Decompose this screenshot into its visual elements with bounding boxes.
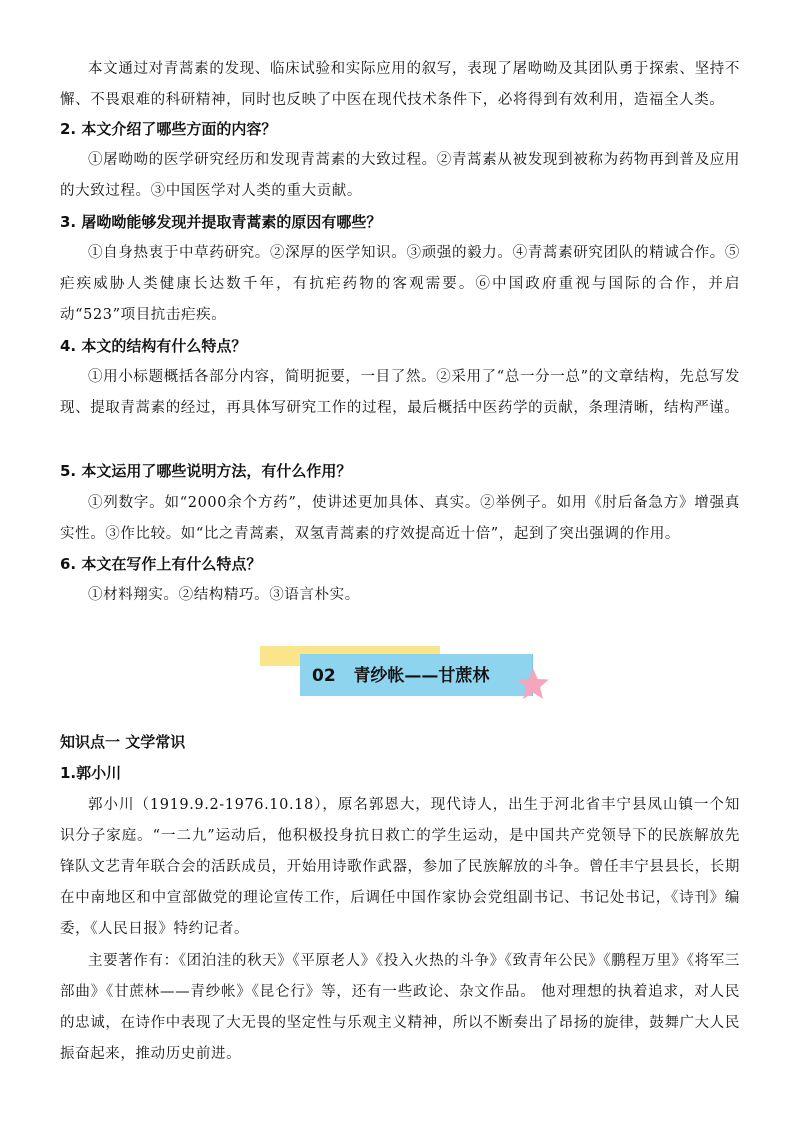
- question-6-answer: ①材料翔实。②结构精巧。③语言朴实。: [88, 587, 360, 603]
- question-3-answer: ①自身热衷于中草药研究。②深厚的医学知识。③顽强的毅力。④青蒿素研究团队的精诚合作。⑤疟疾威胁人类健康长达数千年，有抗疟药物的客观需要。⑥中国政府重视与国际的合作，并启动“523”项目抗击疟疾。: [60, 245, 740, 323]
- section-number: 02: [312, 666, 336, 686]
- question-2-answer: ①屠呦呦的医学研究经历和发现青蒿素的大致过程。②青蒿素从被发现到被称为药物再到普及应用的大致过程。③中国医学对人类的重大贡献。: [60, 152, 740, 199]
- question-5-answer: ①列数字。如“2000余个方药”，使讲述更加具体、真实。②举例子。如用《肘后备急方》增强真实性。③作比较。如“比之青蒿素，双氢青蒿素的疗效提高近十倍”，起到了突出强调的作用。: [60, 495, 740, 542]
- question-6-title: 6. 本文在写作上有什么特点？: [60, 555, 262, 573]
- intro-paragraph: 本文通过对青蒿素的发现、临床试验和实际应用的叙写，表现了屠呦呦及其团队勇于探索、坚持不懈、不畏艰难的科研精神，同时也反映了中医在现代技术条件下，必将得到有效利用，造福全人类。: [60, 61, 740, 108]
- question-4-title: 4. 本文的结构有什么特点？: [60, 337, 247, 355]
- knowledge-point-heading: 知识点一 文学常识: [60, 733, 186, 751]
- section-title: 青纱帐——甘蔗林: [353, 666, 490, 686]
- question-3-title: 3. 屠呦呦能够发现并提取青蒿素的原因有哪些？: [60, 213, 382, 231]
- question-2-title: 2. 本文介绍了哪些方面的内容？: [60, 120, 277, 138]
- banner-title: [312, 661, 489, 691]
- question-5-title: 5. 本文运用了哪些说明方法，有什么作用？: [60, 462, 352, 480]
- author-works: 主要著作有：《团泊洼的秋天》《平原老人》《投入火热的斗争》《致青年公民》《鹏程万里》《将军三部曲》《甘蔗林——青纱帐》《昆仑行》等，还有一些政论、杂文作品。 他对理想的执着追求，对人民的忠诚，在诗作中表现了大无畏的坚定性与乐观主义精神，所以不断奏出了昂扬的旋律，鼓舞广大人民振奋起来，推动历史前进。: [60, 953, 740, 1062]
- author-bio: 郭小川（1919.9.2-1976.10.18），原名郭恩大，现代诗人，出生于河北省丰宁县凤山镇一个知识分子家庭。“一二九”运动后，他积极投身抗日救亡的学生运动，是中国共产党领导下的民族解放先锋队文艺青年联合会的活跃成员，开始用诗歌作武器，参加了民族解放的斗争。曾任丰宁县县长，长期在中南地区和中宣部做党的理论宣传工作，后调任中国作家协会党组副书记、书记处书记，《诗刊》编委，《人民日报》特约记者。: [60, 797, 740, 937]
- author-heading: 1.郭小川: [60, 764, 122, 782]
- question-4-answer: ①用小标题概括各部分内容，简明扼要，一目了然。②采用了“总一分一总”的文章结构，先总写发现、提取青蒿素的经过，再具体写研究工作的过程，最后概括中医药学的贡献，条理清晰，结构严谨。: [60, 369, 740, 416]
- star-icon: [515, 666, 551, 702]
- section-banner: [260, 646, 560, 706]
